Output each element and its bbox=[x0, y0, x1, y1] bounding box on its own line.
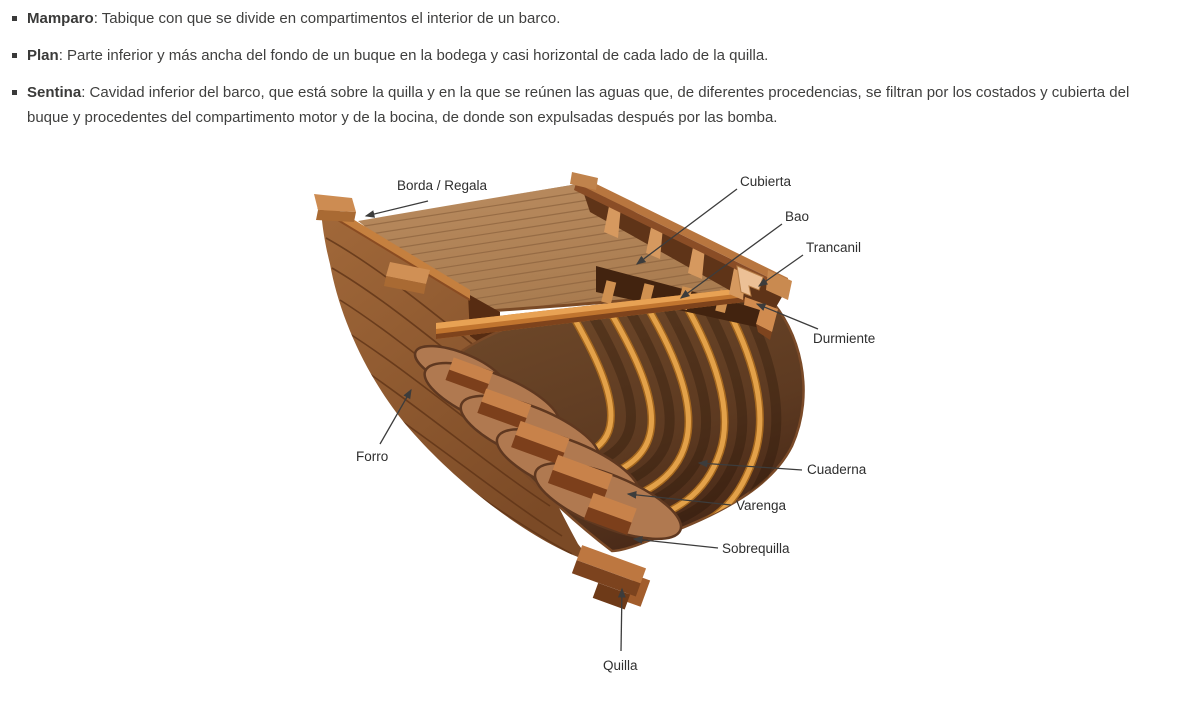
label-sobrequilla: Sobrequilla bbox=[722, 541, 790, 556]
definitions-list bbox=[10, 6, 1168, 130]
port-rail-cap-front bbox=[316, 210, 356, 222]
label-forro: Forro bbox=[356, 449, 389, 464]
keel-quilla bbox=[566, 545, 653, 614]
term-plan: Plan bbox=[27, 47, 59, 64]
leader-sobrequilla bbox=[634, 539, 718, 548]
label-quilla: Quilla bbox=[603, 658, 638, 673]
term-colon: : bbox=[93, 10, 102, 27]
label-varenga: Varenga bbox=[736, 498, 787, 513]
term-mamparo: Mamparo bbox=[27, 10, 94, 27]
label-durmiente: Durmiente bbox=[813, 331, 876, 346]
definitions-block bbox=[0, 0, 1178, 142]
label-trancanil: Trancanil bbox=[806, 240, 862, 255]
definition-item-sentina bbox=[10, 80, 1168, 130]
label-borda-regala: Borda / Regala bbox=[397, 178, 488, 193]
label-cubierta: Cubierta bbox=[740, 174, 792, 189]
definition-text: Parte inferior y más ancha del fondo de un buque en la bodega y casi horizontal de cada lado de la quilla. bbox=[67, 47, 769, 64]
port-rail-cap-top bbox=[314, 194, 356, 212]
label-cuaderna: Cuaderna bbox=[807, 462, 867, 477]
definition-item-mamparo bbox=[10, 6, 1168, 31]
definition-text: Tabique con que se divide en compartimentos el interior de un barco. bbox=[101, 10, 561, 27]
definition-item-plan bbox=[10, 43, 1168, 68]
term-colon: : bbox=[58, 47, 68, 64]
label-bao: Bao bbox=[785, 209, 810, 224]
term-sentina: Sentina bbox=[27, 84, 82, 101]
term-colon: : bbox=[81, 84, 90, 101]
definition-text: Cavidad inferior del barco, que está sobre la quilla y en la que se reúnen las aguas que, de diferentes procedencias, se filtran por los costados y cubierta del buque y procedentes del compartimento motor y de la bocina, de donde son expulsadas después por las bomba. bbox=[27, 84, 1130, 126]
